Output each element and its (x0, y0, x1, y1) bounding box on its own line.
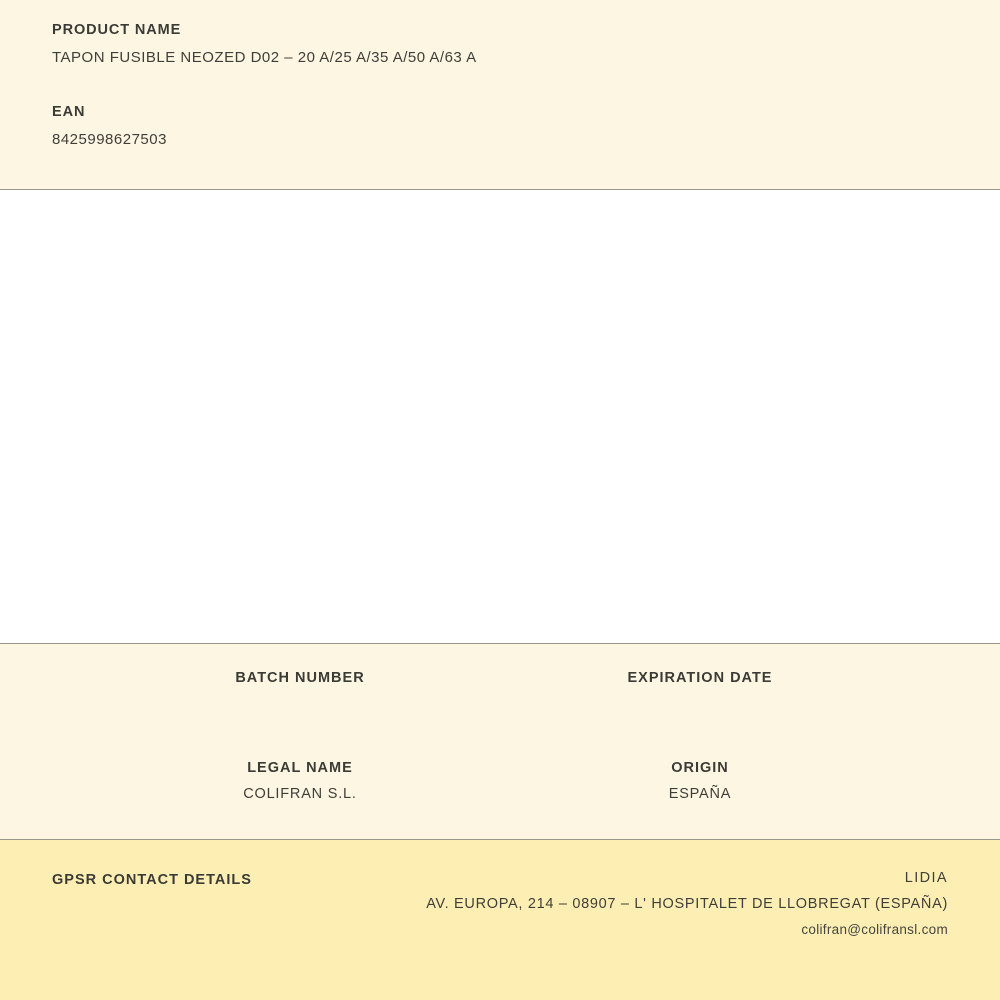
product-info-section (0, 0, 1000, 190)
batch-number-value (100, 696, 500, 714)
legal-name-value: COLIFRAN S.L. (243, 786, 357, 802)
gpsr-contact-label: GPSR CONTACT DETAILS (52, 872, 252, 888)
batch-number-field (100, 670, 500, 714)
product-details-section (0, 644, 1000, 840)
gpsr-contact-email[interactable]: colifran@colifransl.com (801, 922, 948, 937)
origin-value: ESPAÑA (668, 786, 732, 802)
gpsr-contact-address: AV. EUROPA, 214 – 08907 – L' HOSPITALET DE LLOBREGAT (ESPAÑA) (426, 896, 948, 912)
gpsr-contact-details (252, 870, 948, 937)
details-row-batch (100, 670, 900, 714)
details-row-legal (100, 760, 900, 804)
ean-label: EAN (52, 104, 86, 120)
product-image-area (0, 190, 1000, 644)
origin-label: ORIGIN (671, 760, 729, 776)
ean-field (0, 104, 1000, 148)
gpsr-contact-name: LIDIA (904, 870, 948, 886)
batch-number-label: BATCH NUMBER (235, 670, 365, 686)
expiration-date-field (500, 670, 900, 714)
product-name-label: PRODUCT NAME (52, 22, 182, 38)
gpsr-contact-section (0, 840, 1000, 1000)
expiration-date-value (500, 696, 900, 714)
expiration-date-label: EXPIRATION DATE (627, 670, 773, 686)
ean-value: 8425998627503 (52, 131, 167, 148)
legal-name-label: LEGAL NAME (247, 760, 353, 776)
product-name-field (0, 22, 1000, 66)
legal-name-field (100, 760, 500, 804)
origin-field (500, 760, 900, 804)
product-name-value: TAPON FUSIBLE NEOZED D02 – 20 A/25 A/35 A/50 A/63 A (52, 49, 477, 66)
